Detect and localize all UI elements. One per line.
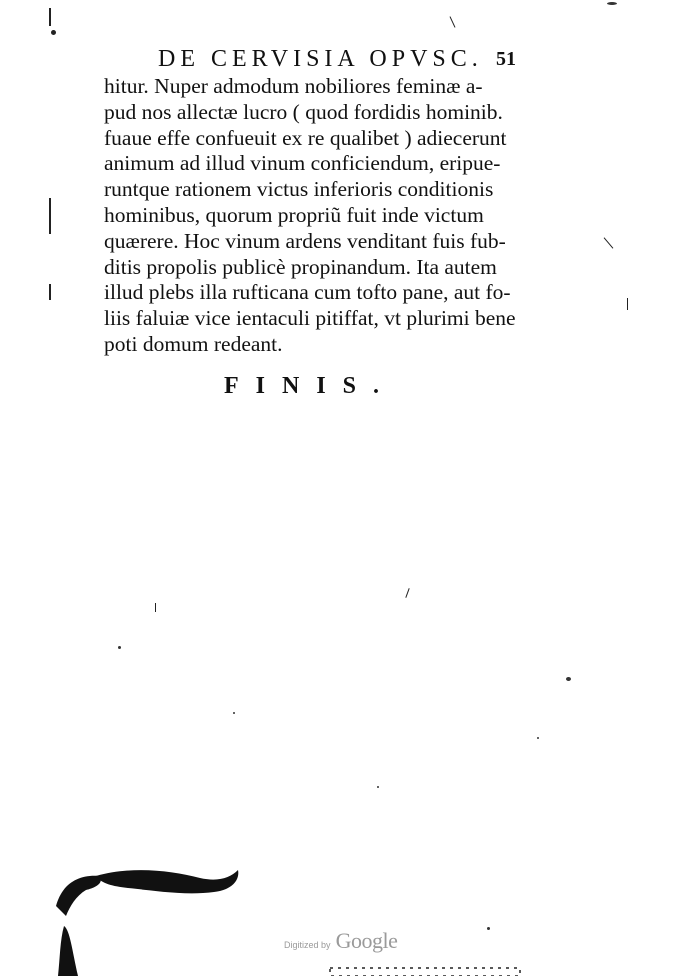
text-line: liis faluiæ vice ientaculi pitiffat, vt plurimi bene: [104, 306, 516, 331]
text-line: pud nos allectæ lucro ( quod fordidis hominib.: [104, 99, 503, 124]
watermark-prefix: Digitized by: [284, 940, 331, 950]
text-line: illud plebs illa rufticana cum tofto pane, aut fo-: [104, 280, 511, 305]
text-line: quærere. Hoc vinum ardens venditant fuis fub-: [104, 228, 506, 253]
text-line: ditis propolis publicè propinandum. Ita autem: [104, 254, 497, 279]
google-logo: Google: [335, 928, 398, 953]
text-line: fuaue effe confueuit ex re qualibet ) adiecerunt: [104, 125, 507, 150]
text-line: poti domum redeant.: [104, 331, 283, 356]
finis-colophon: FINIS.: [224, 373, 397, 399]
text-line: hitur. Nuper admodum nobiliores feminæ a-: [104, 74, 483, 98]
text-line: animum ad illud vinum conficiendum, eripue-: [104, 151, 501, 176]
running-head: DE CERVISIA OPVSC.: [158, 46, 483, 72]
digitized-by-google-watermark: [284, 928, 397, 954]
text-line: hominibus, quorum propriũ fuit inde victum: [104, 202, 484, 227]
page-number: 51: [496, 48, 516, 70]
text-line: runtque rationem victus inferioris conditionis: [104, 177, 494, 202]
